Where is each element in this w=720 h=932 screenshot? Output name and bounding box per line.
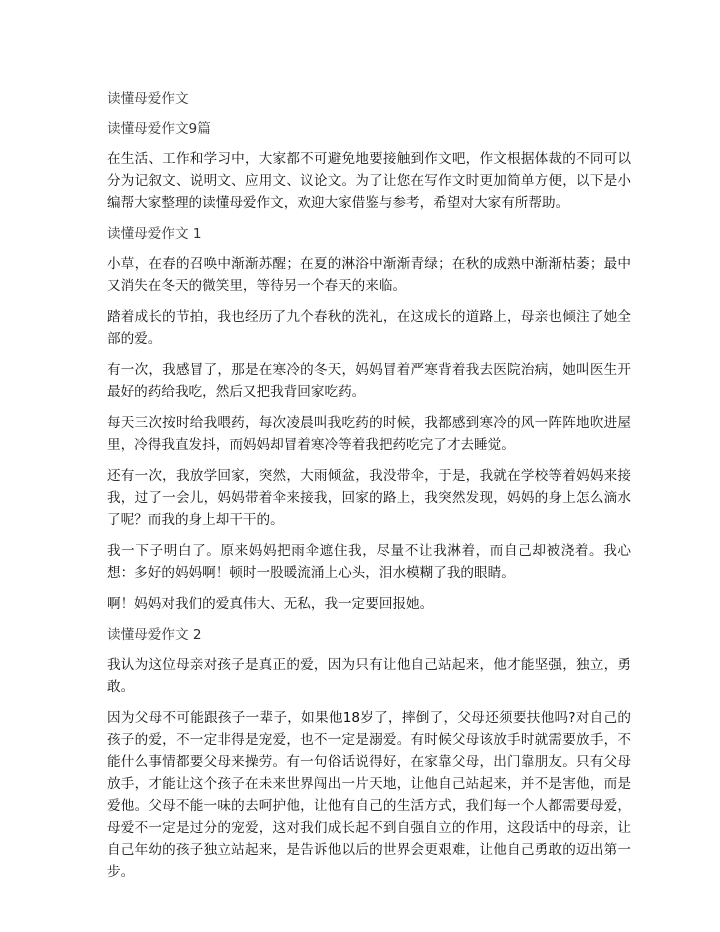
- paragraph: 啊！妈妈对我们的爱真伟大、无私，我一定要回报她。: [107, 596, 434, 612]
- intro-paragraph: 在生活、工作和学习中，大家都不可避免地要接触到作文吧，作文根据体裁的不同可以分为记叙文、说明文、应用文、议论文。为了让您在写作文时更加简单方便，以下是小编帮大家整理的读懂母爱作文，欢迎大家借鉴与参考，希望对大家有所帮助。: [107, 151, 631, 211]
- essay-2-heading: 读懂母爱作文 2: [107, 627, 202, 643]
- paragraph: 踏着成长的节拍，我也经历了九个春秋的洗礼，在这成长的道路上，母亲也倾注了她全部的爱。: [107, 309, 631, 347]
- paragraph: 还有一次，我放学回家，突然，大雨倾盆，我没带伞，于是，我就在学校等着妈妈来接我，过了一会儿，妈妈带着伞来接我，回家的路上，我突然发现，妈妈的身上怎么滴水了呢？而我的身上却干干的。: [107, 468, 631, 528]
- paragraph: 每天三次按时给我喂药，每次凌晨叫我吃药的时候，我都感到寒冷的风一阵阵地吹进屋里，冷得我直发抖，而妈妈却冒着寒冷等着我把药吃完了才去睡觉。: [107, 415, 631, 453]
- paragraph: 我认为这位母亲对孩子是真正的爱，因为只有让他自己站起来，他才能坚强，独立，勇敢。: [107, 657, 631, 695]
- document-body: [107, 88, 631, 892]
- paragraph: 小草，在春的召唤中渐渐苏醒；在夏的淋浴中渐渐青绿；在秋的成熟中渐渐枯萎；最中又消失在冬天的微笑里，等待另一个春天的来临。: [107, 256, 631, 294]
- paragraph: 因为父母不可能跟孩子一辈子，如果他18岁了，摔倒了，父母还须要扶他吗?对自己的孩子的爱，不一定非得是宠爱，也不一定是溺爱。有时候父母该放手时就需要放手，不能什么事情都要父母来操劳。有一句俗话说得好，在家靠父母，出门靠朋友。只有父母放手，才能让这个孩子在未来世界闯出一片天地，让他自己站起来，并不是害他，而是爱他。父母不能一味的去呵护他，让他有自己的生活方式，我们每一个人都需要母爱，母爱不一定是过分的宠爱，这对我们成长起不到自强自立的作用，这段话中的母亲，让自己年幼的孩子独立站起来，是告诉他以后的世界会更艰难，让他自己勇敢的迈出第一步。: [107, 710, 631, 880]
- essay-1-heading: 读懂母爱作文 1: [107, 226, 202, 242]
- paragraph: 我一下子明白了。原来妈妈把雨伞遮住我，尽量不让我淋着，而自己却被浇着。我心想：多好的妈妈啊！顿时一股暖流涌上心头，泪水模糊了我的眼睛。: [107, 543, 631, 581]
- document-title: 读懂母爱作文: [107, 91, 189, 107]
- document-subtitle: 读懂母爱作文9篇: [107, 121, 211, 137]
- paragraph: 有一次，我感冒了，那是在寒冷的冬天，妈妈冒着严寒背着我去医院治病，她叫医生开最好的药给我吃，然后又把我背回家吃药。: [107, 362, 631, 400]
